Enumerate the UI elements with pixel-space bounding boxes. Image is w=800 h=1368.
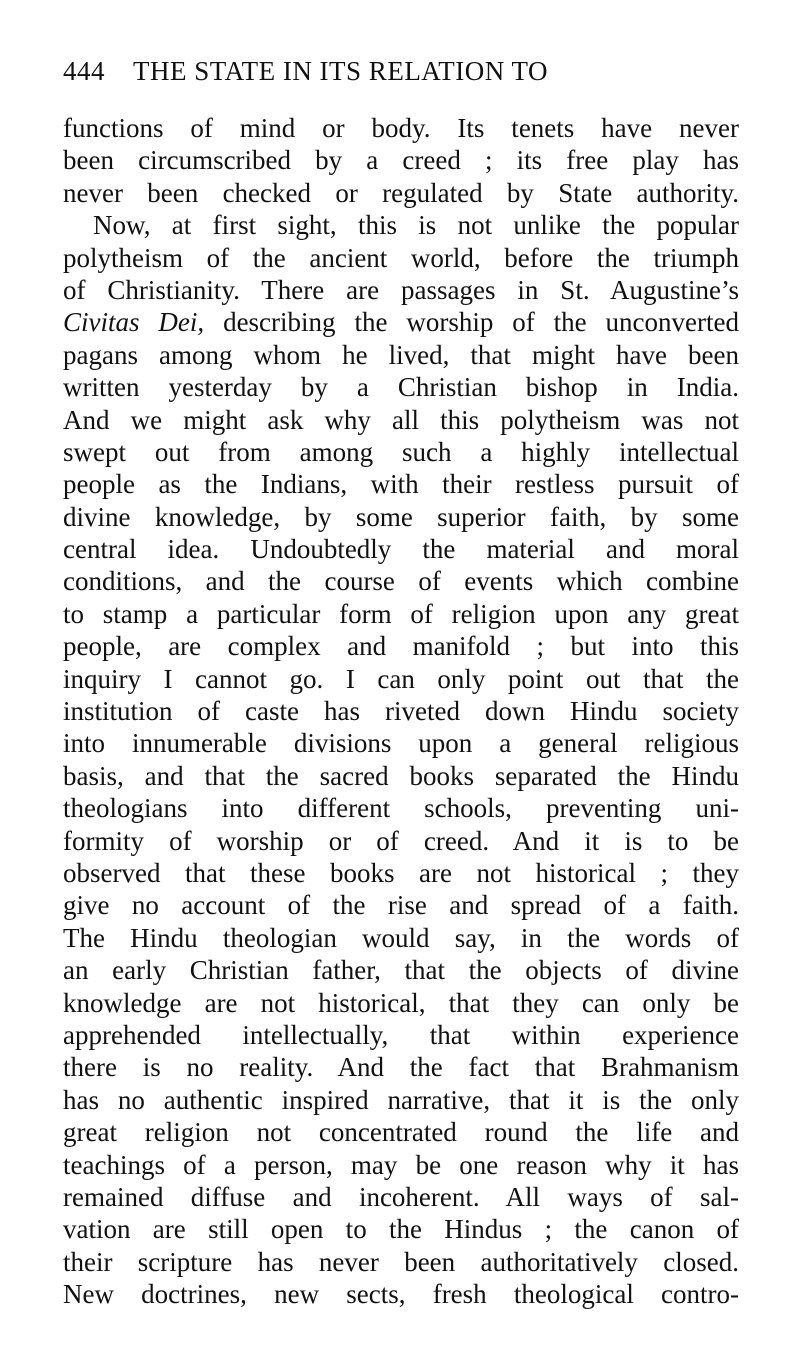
text-line: divine knowledge, by some superior faith, by some bbox=[63, 501, 739, 532]
text-line: polytheism of the ancient world, before the triumph bbox=[63, 242, 739, 273]
text-line: their scripture has never been authoritatively closed. bbox=[63, 1246, 739, 1277]
text-line: inquiry I cannot go. I can only point out that the bbox=[63, 663, 739, 694]
text-line: to stamp a particular form of religion upon any great bbox=[63, 598, 739, 629]
text-line: give no account of the rise and spread of a faith. bbox=[63, 890, 739, 921]
text-line-with-italic: Civitas Dei, describing the worship of the unconverted bbox=[63, 307, 739, 338]
text-line: observed that these books are not historical ; they bbox=[63, 857, 739, 888]
page-number: 444 bbox=[63, 56, 105, 86]
text-line: functions of mind or body. Its tenets have never bbox=[63, 113, 739, 143]
body-text bbox=[63, 112, 739, 1310]
text-line: central idea. Undoubtedly the material and moral bbox=[63, 534, 739, 565]
text-line: great religion not concentrated round the life and bbox=[63, 1117, 739, 1148]
text-line: been circumscribed by a creed ; its free play has bbox=[63, 145, 739, 176]
text-line: conditions, and the course of events which combine bbox=[63, 566, 739, 597]
text-line: remained diffuse and incoherent. All ways of sal- bbox=[63, 1181, 739, 1212]
text-line: teachings of a person, may be one reason why it has bbox=[63, 1149, 739, 1180]
text-line: never been checked or regulated by State authority. bbox=[63, 177, 739, 208]
text-line: people, are complex and manifold ; but into this bbox=[63, 631, 739, 662]
text-line: institution of caste has riveted down Hindu society bbox=[63, 696, 739, 727]
text-line: knowledge are not historical, that they can only be bbox=[63, 987, 739, 1018]
text-line: The Hindu theologian would say, in the words of bbox=[63, 922, 739, 953]
text-line: swept out from among such a highly intellectual bbox=[63, 436, 739, 467]
text-line: pagans among whom he lived, that might have been bbox=[63, 339, 739, 370]
text-line: formity of worship or of creed. And it is to be bbox=[63, 825, 739, 856]
text-line: people as the Indians, with their restless pursuit of bbox=[63, 469, 739, 500]
text-line: there is no reality. And the fact that Brahmanism bbox=[63, 1052, 739, 1083]
text-line: theologians into different schools, preventing uni- bbox=[63, 793, 739, 824]
text-line: has no authentic inspired narrative, that it is the only bbox=[63, 1084, 739, 1115]
text-line: New doctrines, new sects, fresh theological contro- bbox=[63, 1279, 739, 1310]
text-line: apprehended intellectually, that within experience bbox=[63, 1019, 739, 1050]
text-line: basis, and that the sacred books separated the Hindu bbox=[63, 760, 739, 791]
text-line: And we might ask why all this polytheism was not bbox=[63, 404, 739, 435]
page-header bbox=[63, 56, 743, 96]
text-line: into innumerable divisions upon a general religious bbox=[63, 728, 739, 759]
text-line: of Christianity. There are passages in St. Augustine’s bbox=[63, 274, 739, 305]
italic-title: Civitas Dei, bbox=[63, 307, 205, 338]
text-line: an early Christian father, that the objects of divine bbox=[63, 955, 739, 986]
paragraph-start-line: Now, at first sight, this is not unlike the popular bbox=[93, 210, 739, 241]
running-head: THE STATE IN ITS RELATION TO bbox=[133, 56, 549, 86]
text-line: written yesterday by a Christian bishop in India. bbox=[63, 372, 739, 403]
text-line: vation are still open to the Hindus ; the canon of bbox=[63, 1214, 739, 1245]
